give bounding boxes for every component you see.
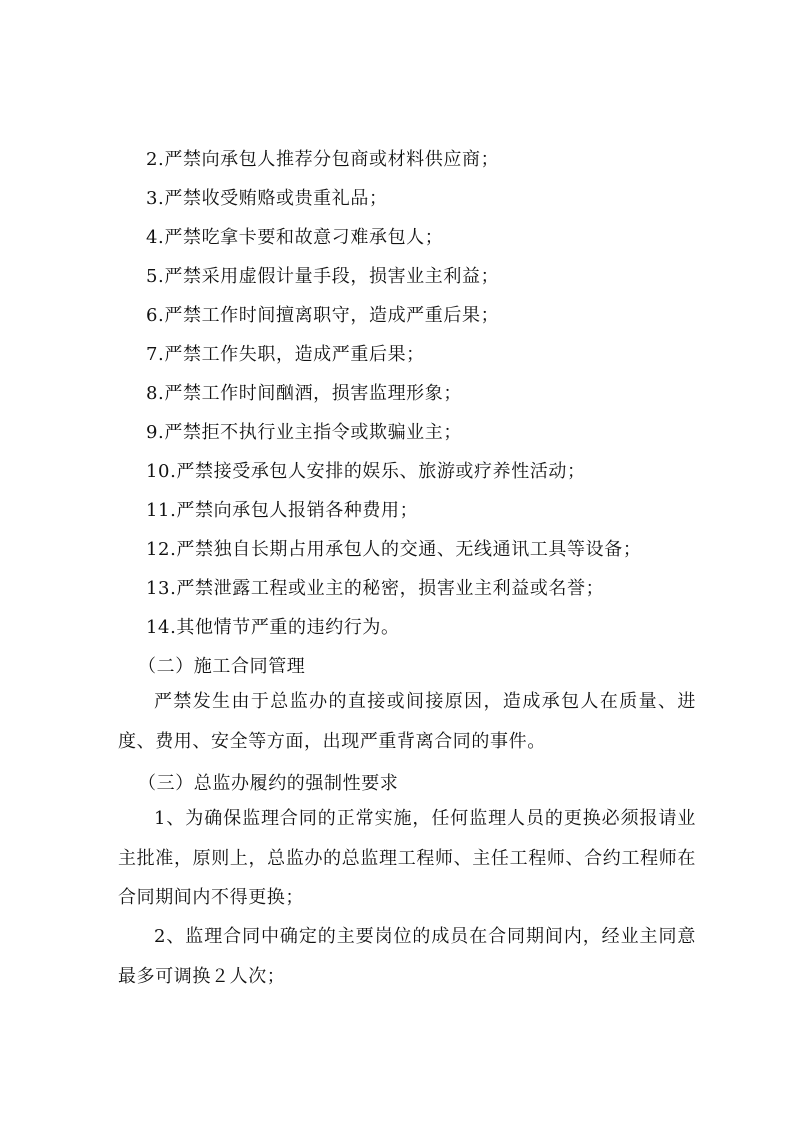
list-item: 14.其他情节严重的违约行为。 [146, 617, 400, 638]
paragraph: 2、监理合同中确定的主要岗位的成员在合同期间内，经业主同意最多可调换２人次； [118, 926, 696, 987]
list-item: 8.严禁工作时间酗酒，损害监理形象； [146, 383, 462, 404]
list-item: 4.严禁吃拿卡要和故意刁难承包人； [146, 227, 444, 248]
section-heading: （三）总监办履约的强制性要求 [138, 773, 399, 794]
list-item: 6.严禁工作时间擅离职守，造成严重后果； [146, 305, 500, 326]
list-item: 13.严禁泄露工程或业主的秘密，损害业主利益或名誉； [146, 578, 605, 599]
list-item: 10.严禁接受承包人安排的娱乐、旅游或疗养性活动； [146, 461, 586, 482]
list-item: 7.严禁工作失职，造成严重后果； [146, 344, 425, 365]
list-item: 12.严禁独自长期占用承包人的交通、无线通讯工具等设备； [146, 539, 642, 560]
paragraph: 1、为确保监理合同的正常实施，任何监理人员的更换必须报请业主批准，原则上，总监办的总监理工程师、主任工程师、合约工程师在合同期间内不得更换； [118, 808, 696, 908]
list-item: 9.严禁拒不执行业主指令或欺骗业主； [146, 422, 462, 443]
list-item: 11.严禁向承包人报销各种费用； [146, 500, 419, 521]
paragraph: 严禁发生由于总监办的直接或间接原因，造成承包人在质量、进度、费用、安全等方面，出现严重背离合同的事件。 [118, 691, 696, 752]
list-item: 2.严禁向承包人推荐分包商或材料供应商； [146, 149, 500, 170]
list-item: 5.严禁采用虚假计量手段，损害业主利益； [146, 266, 500, 287]
section-heading: （二）施工合同管理 [138, 656, 306, 677]
list-item: 3.严禁收受贿赂或贵重礼品； [146, 188, 388, 209]
